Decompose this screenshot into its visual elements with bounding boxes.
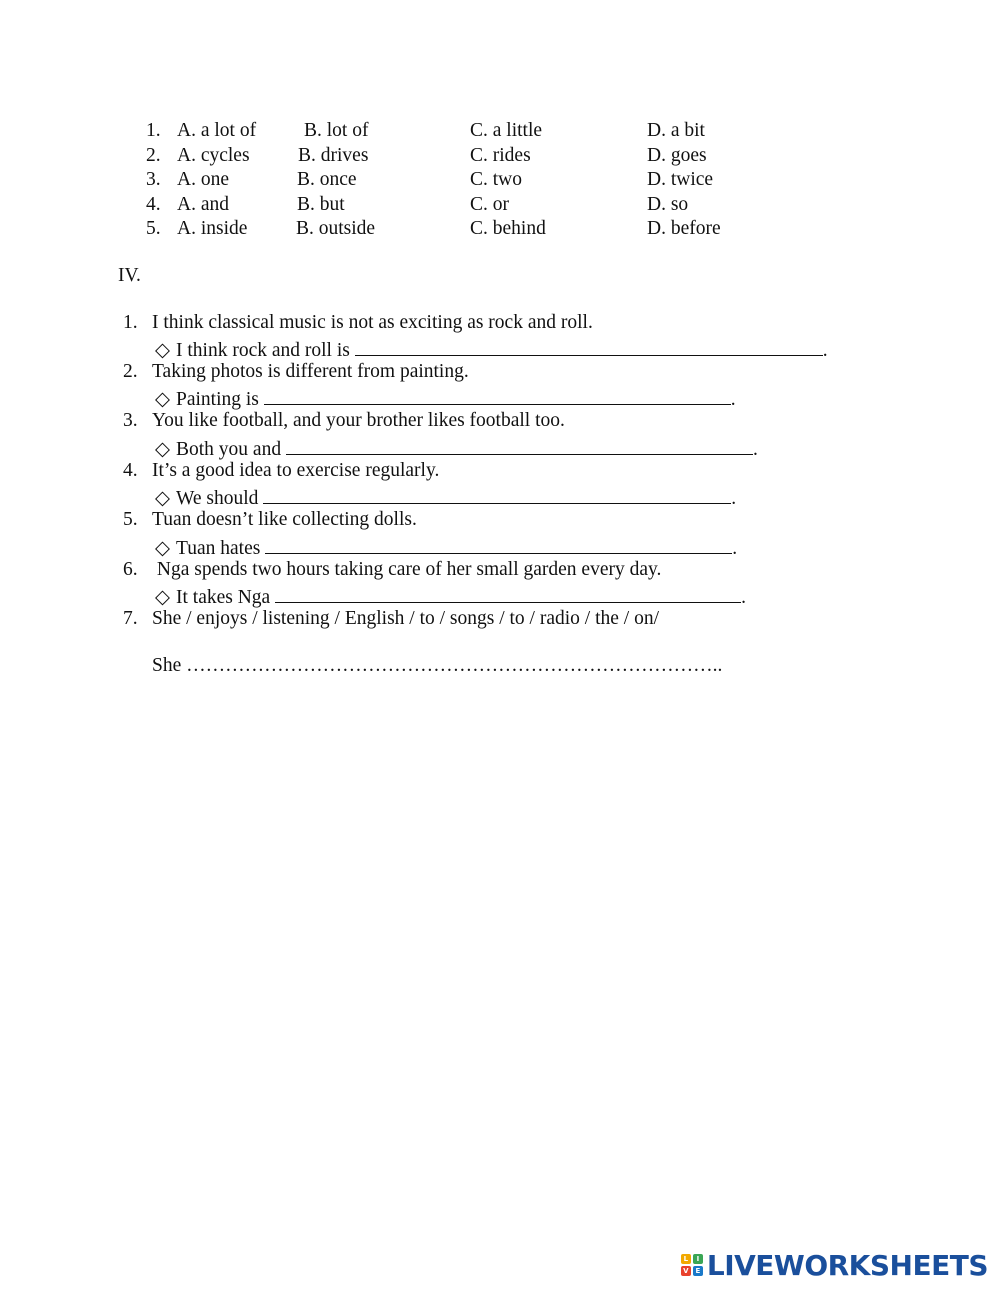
mc-option-a: A. and xyxy=(177,194,229,215)
mc-option-a: A. cycles xyxy=(177,145,250,166)
rewrite-start: Tuan hates xyxy=(176,538,261,559)
arrange-prompt: She / enjoys / listening / English / to / songs / to / radio / the / on/ xyxy=(152,608,659,629)
mc-option-b: B. but xyxy=(297,194,345,215)
logo-mark-icon xyxy=(681,1254,703,1276)
answer-blank[interactable] xyxy=(263,485,731,504)
logo-mark-e: E xyxy=(693,1266,703,1276)
rewrite-number: 1. xyxy=(123,312,138,333)
rewrite-answer-line: ◇ We should . xyxy=(155,485,736,509)
rewrite-start: We should xyxy=(176,488,259,509)
diamond-icon: ◇ xyxy=(155,587,170,608)
mc-option-d: D. twice xyxy=(647,169,714,190)
rewrite-start: Both you and xyxy=(176,439,282,460)
logo-mark-v: V xyxy=(681,1266,691,1276)
rewrite-number: 6. xyxy=(123,559,138,580)
rewrite-answer-line: ◇ Tuan hates . xyxy=(155,535,737,559)
mc-option-c: C. a little xyxy=(470,120,543,141)
rewrite-answer-line: ◇ Both you and . xyxy=(155,436,758,460)
section-title: IV. xyxy=(118,265,141,286)
rewrite-prompt: Nga spends two hours taking care of her small garden every day. xyxy=(152,559,662,580)
answer-blank[interactable] xyxy=(286,436,753,455)
rewrite-number: 5. xyxy=(123,509,138,530)
mc-option-c: C. rides xyxy=(470,145,531,166)
mc-option-a: A. one xyxy=(177,169,229,190)
rewrite-start: Painting is xyxy=(176,389,259,410)
diamond-icon: ◇ xyxy=(155,439,170,460)
logo-mark-l: L xyxy=(681,1254,691,1264)
rewrite-number: 2. xyxy=(123,361,138,382)
mc-number: 2. xyxy=(146,145,161,166)
answer-blank[interactable] xyxy=(264,386,731,405)
diamond-icon: ◇ xyxy=(155,340,170,361)
mc-option-c: C. two xyxy=(470,169,523,190)
rewrite-answer-line: ◇ I think rock and roll is . xyxy=(155,337,828,361)
mc-option-b: B. lot of xyxy=(304,120,369,141)
rewrite-prompt: It’s a good idea to exercise regularly. xyxy=(152,460,440,481)
mc-option-b: B. outside xyxy=(296,218,376,239)
mc-option-b: B. once xyxy=(297,169,357,190)
mc-option-d: D. a bit xyxy=(647,120,705,141)
rewrite-number: 4. xyxy=(123,460,138,481)
rewrite-answer-line: ◇ It takes Nga . xyxy=(155,584,746,608)
rewrite-number: 7. xyxy=(123,608,138,629)
arrange-answer-line[interactable]: She ……………………………………………………………………….. xyxy=(152,655,723,676)
mc-option-c: C. behind xyxy=(470,218,546,239)
logo-mark-i: I xyxy=(693,1254,703,1264)
diamond-icon: ◇ xyxy=(155,389,170,410)
mc-number: 4. xyxy=(146,194,161,215)
answer-blank[interactable] xyxy=(275,584,741,603)
rewrite-prompt: Taking photos is different from painting. xyxy=(152,361,469,382)
rewrite-answer-line: ◇ Painting is . xyxy=(155,386,736,410)
mc-option-d: D. so xyxy=(647,194,689,215)
mc-option-a: A. inside xyxy=(177,218,248,239)
rewrite-start: I think rock and roll is xyxy=(176,340,350,361)
rewrite-prompt: Tuan doesn’t like collecting dolls. xyxy=(152,509,417,530)
mc-number: 5. xyxy=(146,218,161,239)
logo-text: LIVEWORKSHEETS xyxy=(706,1248,988,1282)
rewrite-prompt: You like football, and your brother likes football too. xyxy=(152,410,565,431)
mc-option-c: C. or xyxy=(470,194,509,215)
mc-option-a: A. a lot of xyxy=(177,120,257,141)
mc-number: 3. xyxy=(146,169,161,190)
mc-option-d: D. goes xyxy=(647,145,707,166)
mc-option-b: B. drives xyxy=(298,145,369,166)
rewrite-start: It takes Nga xyxy=(176,587,271,608)
liveworksheets-logo xyxy=(681,1250,988,1280)
answer-blank[interactable] xyxy=(265,535,732,554)
answer-blank[interactable] xyxy=(355,337,823,356)
rewrite-prompt: I think classical music is not as exciting as rock and roll. xyxy=(152,312,593,333)
mc-option-d: D. before xyxy=(647,218,721,239)
diamond-icon: ◇ xyxy=(155,488,170,509)
rewrite-number: 3. xyxy=(123,410,138,431)
diamond-icon: ◇ xyxy=(155,538,170,559)
mc-number: 1. xyxy=(146,120,161,141)
